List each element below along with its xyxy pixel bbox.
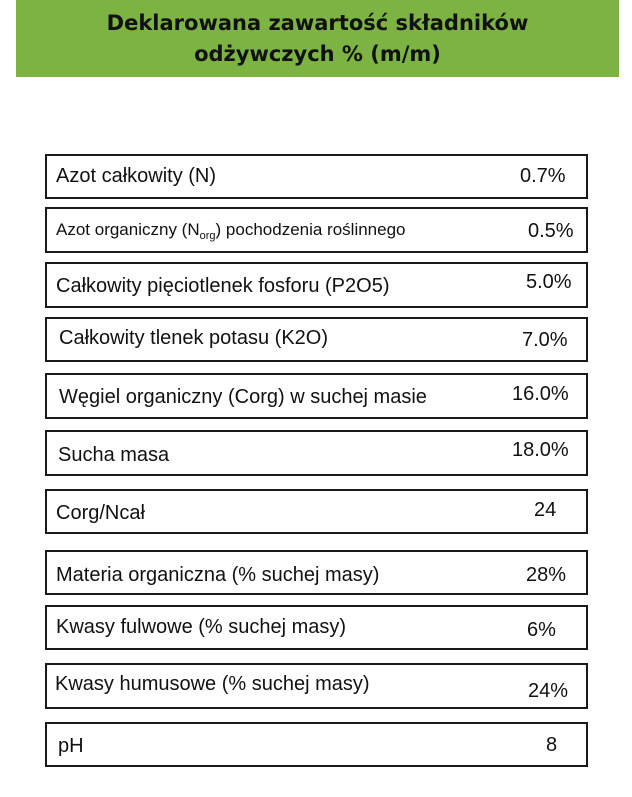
row-value: 28% <box>526 564 567 586</box>
nutrient-row-organic-matter <box>45 550 588 595</box>
row-label: Węgiel organiczny (Corg) w suchej masie <box>59 386 427 408</box>
row-label: Corg/Ncał <box>56 502 145 524</box>
row-label-pre: Azot organiczny (N <box>56 220 200 239</box>
row-label: Sucha masa <box>58 444 170 466</box>
row-label: Kwasy fulwowe (% suchej masy) <box>56 616 347 638</box>
nutrient-row-total-nitrogen <box>45 154 588 199</box>
row-value: 7.0% <box>522 329 568 351</box>
row-label: Całkowity pięciotlenek fosforu (P2O5) <box>56 275 390 297</box>
row-label <box>56 220 406 240</box>
row-label-post: ) pochodzenia roślinnego <box>215 220 406 239</box>
nutrient-row-fulvic-acids <box>45 605 588 650</box>
row-label: Materia organiczna (% suchej masy) <box>56 564 380 586</box>
nutrient-row-phosphorus <box>45 262 588 308</box>
title-line-2: odżywczych % (m/m) <box>194 41 441 66</box>
row-value: 24% <box>528 680 569 702</box>
nutrient-row-humic-acids <box>45 663 588 709</box>
row-label: pH <box>58 735 84 757</box>
row-value: 8 <box>546 734 558 756</box>
row-label: Całkowity tlenek potasu (K2O) <box>59 327 329 349</box>
nutrient-row-dry-mass <box>45 430 588 476</box>
row-value: 5.0% <box>526 271 572 293</box>
nutrient-row-organic-nitrogen <box>45 207 588 253</box>
nutrient-row-organic-carbon <box>45 373 588 419</box>
nutrient-row-c-n-ratio <box>45 489 588 534</box>
row-value: 0.7% <box>520 165 566 187</box>
row-label-sub: org <box>199 230 216 242</box>
title-line-1: Deklarowana zawartość składników <box>106 10 529 35</box>
row-value: 6% <box>527 619 556 641</box>
row-value: 16.0% <box>512 383 569 405</box>
row-label: Kwasy humusowe (% suchej masy) <box>55 673 370 695</box>
row-label: Azot całkowity (N) <box>56 165 217 187</box>
nutrient-row-potassium <box>45 317 588 362</box>
row-value: 24 <box>534 499 557 521</box>
row-value: 18.0% <box>512 439 569 461</box>
title-banner <box>16 0 619 77</box>
nutrient-row-ph <box>45 722 588 767</box>
row-value: 0.5% <box>528 220 574 242</box>
